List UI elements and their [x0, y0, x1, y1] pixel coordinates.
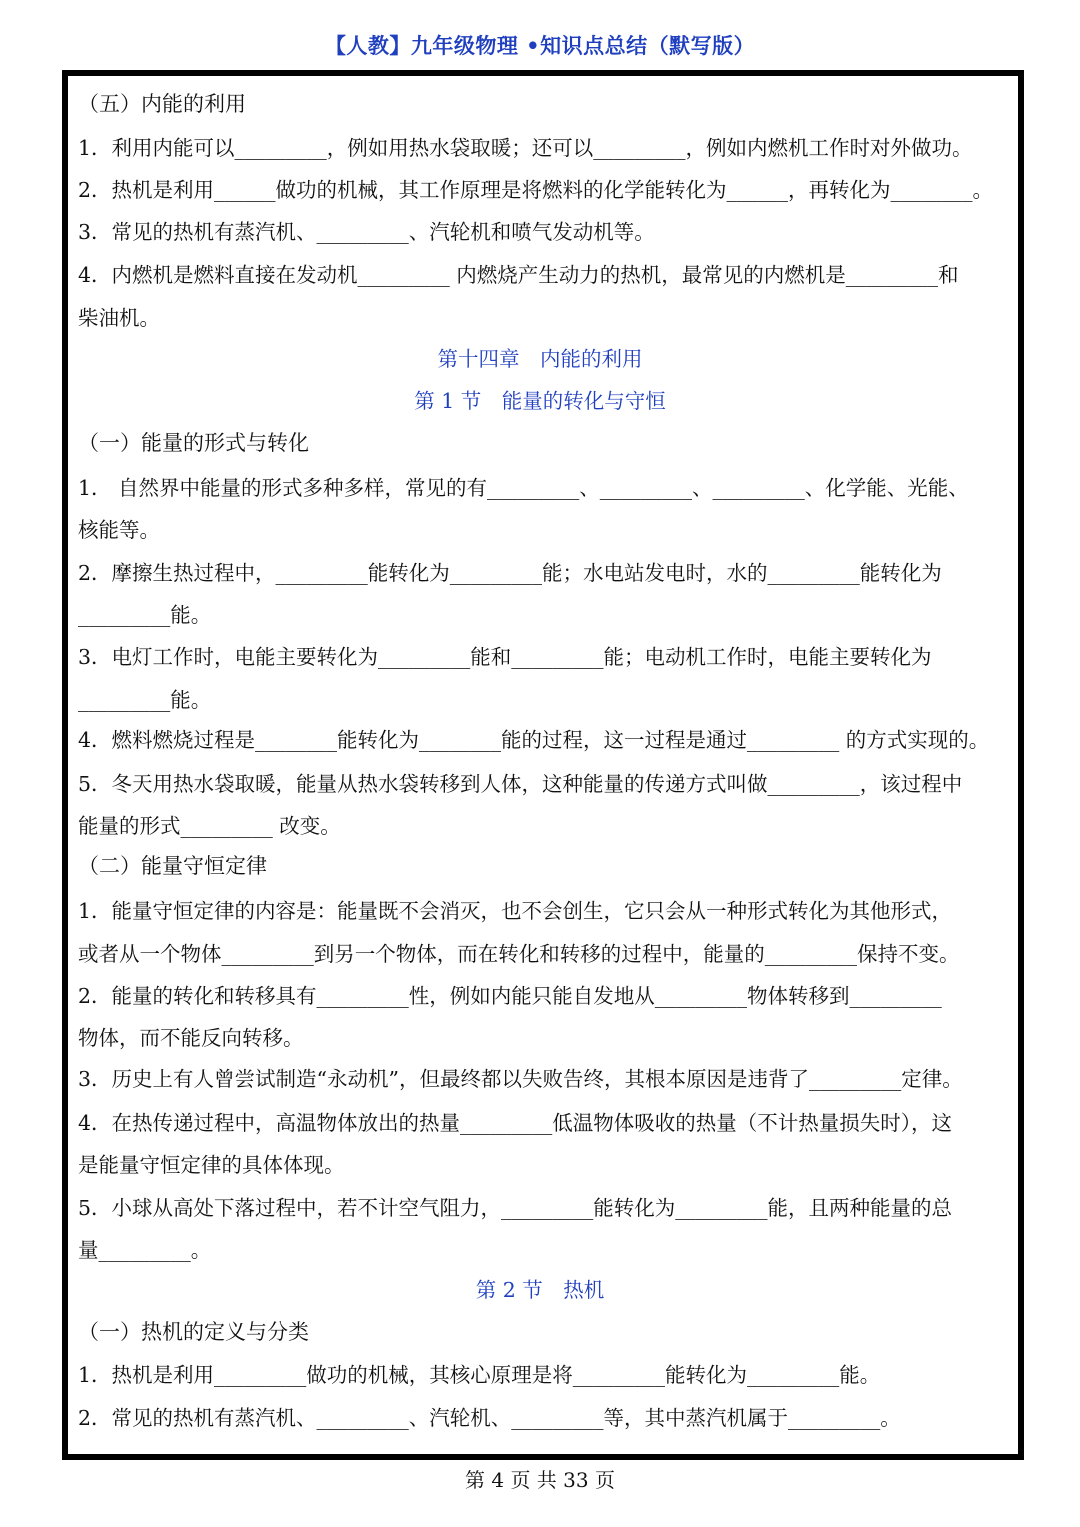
text-line: 1．利用内能可以_________，例如用热水袋取暖；还可以_________，例如内燃机工作时对外做功。 [78, 136, 973, 160]
text-line: 3．常见的热机有蒸汽机、_________、汽轮机和喷气发动机等。 [78, 220, 655, 244]
text-line: 4．在热传递过程中，高温物体放出的热量_________低温物体吸收的热量（不计热量损失时），这 [78, 1111, 953, 1135]
text-line: 柴油机。 [78, 306, 160, 330]
text-line: 2．能量的转化和转移具有_________性，例如内能只能自发地从_________物体转移到_________ [78, 984, 942, 1008]
text-line: 量_________。 [78, 1238, 212, 1262]
page-number: 第 4 页 共 33 页 [465, 1468, 615, 1492]
text-line: 2．热机是利用______做功的机械，其工作原理是将燃料的化学能转化为______，再转化为________。 [78, 178, 994, 202]
text-line: 3．历史上有人曾尝试制造“永动机”，但最终都以失败告终，其根本原因是违背了_________定律。 [78, 1067, 963, 1091]
section-heading: （一）热机的定义与分类 [78, 1320, 309, 1344]
text-line: 5．冬天用热水袋取暖，能量从热水袋转移到人体，这种能量的传递方式叫做_________，该过程中 [78, 772, 963, 796]
text-line: 是能量守恒定律的具体体现。 [78, 1153, 345, 1177]
section-heading: （五）内能的利用 [78, 92, 246, 116]
text-line: 5．小球从高处下落过程中，若不计空气阻力，_________能转化为_________能，且两种能量的总 [78, 1196, 953, 1220]
text-line: 物体，而不能反向转移。 [78, 1026, 304, 1050]
section-title: 第 1 节 能量的转化与守恒 [414, 389, 666, 413]
text-line: _________能。 [78, 603, 212, 627]
section-heading: （一）能量的形式与转化 [78, 431, 309, 455]
text-line: 4．内燃机是燃料直接在发动机_________ 内燃烧产生动力的热机，最常见的内燃机是_________和 [78, 263, 959, 287]
text-line: 2．摩擦生热过程中，_________能转化为_________能；水电站发电时，水的_________能转化为 [78, 561, 942, 585]
text-line: 4．燃料燃烧过程是________能转化为________能的过程，这一过程是通过_________ 的方式实现的。 [78, 728, 990, 752]
text-line: 3．电灯工作时，电能主要转化为_________能和_________能；电动机工作时，电能主要转化为 [78, 645, 932, 669]
document-header: 【人教】九年级物理 •知识点总结（默写版） [324, 33, 756, 58]
section-heading: （二）能量守恒定律 [78, 854, 267, 878]
text-line: 能量的形式_________ 改变。 [78, 814, 341, 838]
text-line: 或者从一个物体_________到另一个物体，而在转化和转移的过程中，能量的_________保持不变。 [78, 942, 960, 966]
text-line: 2．常见的热机有蒸汽机、_________、汽轮机、_________等，其中蒸汽机属于_________。 [78, 1406, 901, 1430]
text-line: 核能等。 [78, 518, 160, 542]
text-line: 1．热机是利用_________做功的机械，其核心原理是将_________能转化为_________能。 [78, 1363, 881, 1387]
chapter-title: 第十四章 内能的利用 [437, 347, 643, 371]
section-title: 第 2 节 热机 [475, 1278, 605, 1302]
text-line: 1．能量守恒定律的内容是：能量既不会消灭，也不会创生，它只会从一种形式转化为其他形式， [78, 899, 953, 923]
text-line: 1． 自然界中能量的形式多种多样，常见的有_________、_________、_________、化学能、光能、 [78, 476, 969, 500]
text-line: _________能。 [78, 688, 212, 712]
